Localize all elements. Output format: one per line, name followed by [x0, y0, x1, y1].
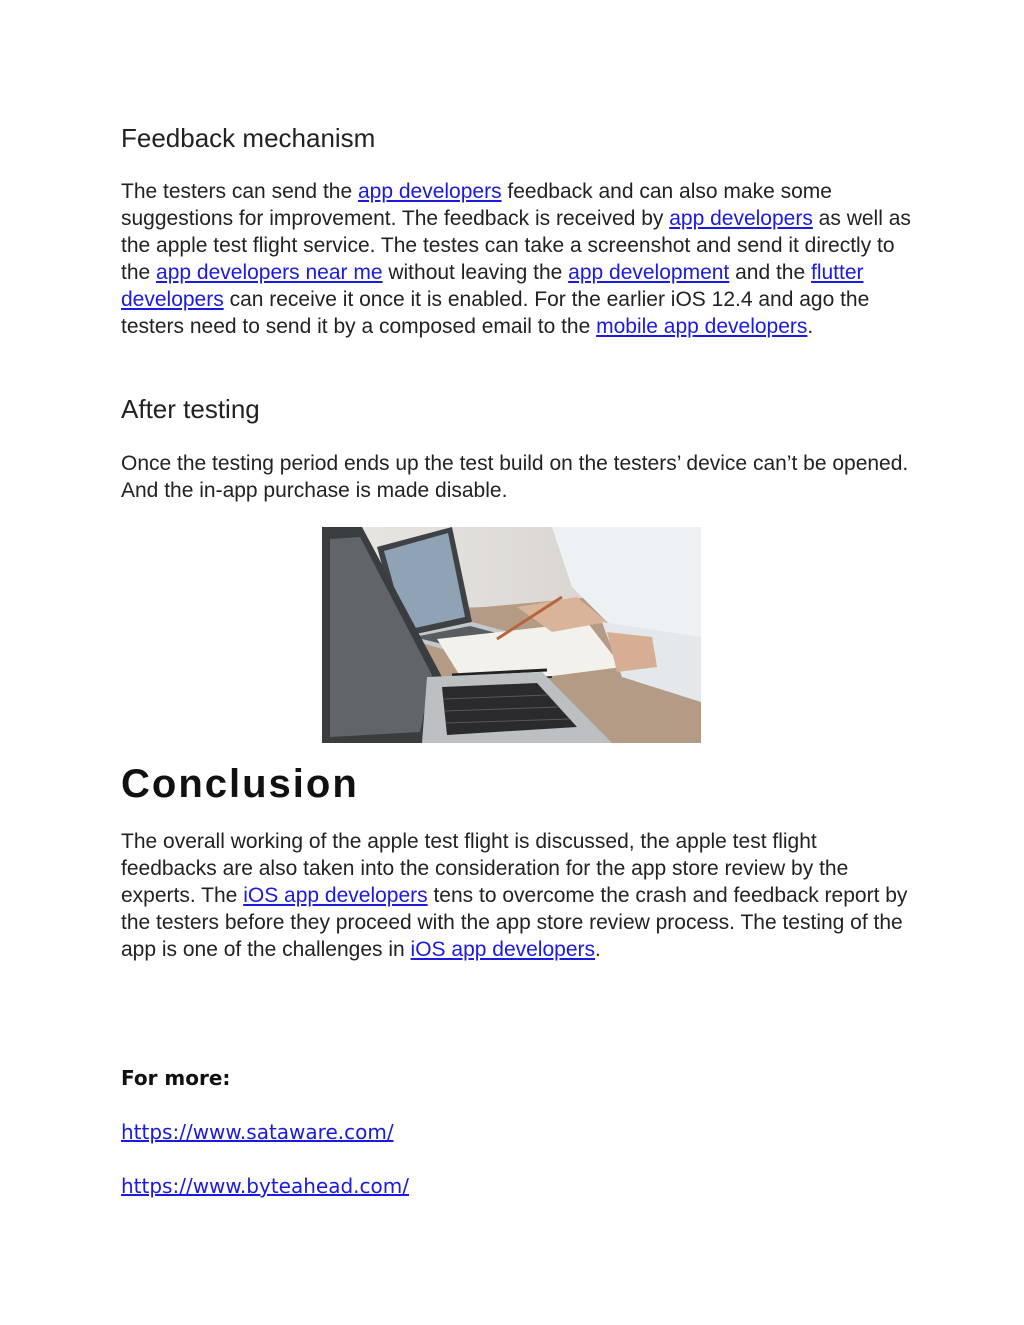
link-ios-app-developers-2[interactable]: iOS app developers: [410, 938, 595, 961]
link-flutter-developers[interactable]: flutter developers: [121, 261, 864, 311]
section-heading-after-testing: After testing: [121, 394, 260, 424]
text-run: without leaving the: [382, 261, 569, 284]
text-run: .: [807, 315, 814, 338]
link-app-developers-2[interactable]: app developers: [669, 207, 813, 230]
photo-illustration: [322, 527, 701, 743]
after-testing-paragraph: Once the testing period ends up the test build on the testers’ device can’t be opened. And the in-app purchase is made disable.: [121, 452, 909, 502]
text-run: as well as the apple test flight service. The testes can take a screenshot and send it directly to the: [121, 207, 911, 284]
text-run: and the: [729, 261, 811, 284]
link-mobile-app-developers[interactable]: mobile app developers: [596, 315, 808, 338]
link-ios-app-developers[interactable]: iOS app developers: [243, 884, 428, 907]
laptops-meeting-photo: [322, 527, 701, 743]
link-app-developers[interactable]: app developers: [357, 180, 502, 203]
feedback-paragraph: [121, 178, 911, 340]
link-app-developers-near-me[interactable]: app developers near me: [156, 261, 383, 284]
link-byteahead[interactable]: https://www.byteahead.com/: [121, 1174, 409, 1198]
link-sataware[interactable]: https://www.sataware.com/: [121, 1120, 394, 1144]
text-run: The testers can send the: [121, 180, 358, 203]
text-run: The overall working of the apple test flight is discussed, the apple test flight feedbacks are also taken into the consideration for the app store review by the experts. The: [121, 830, 849, 907]
text-run: can receive it once it is enabled. For the earlier iOS 12.4 and ago the testers need to send it by a composed email to the: [121, 288, 870, 338]
text-run: .: [595, 938, 601, 961]
text-run: tens to overcome the crash and feedback report by the testers before they proceed with the app store review process. The testing of the app is one of the challenges in: [121, 884, 908, 961]
text-run: feedback and can also make some suggestions for improvement. The feedback is received by: [121, 180, 832, 230]
conclusion-paragraph: [121, 828, 911, 963]
for-more-label: For more:: [121, 1066, 231, 1090]
conclusion-heading: Conclusion: [121, 762, 359, 806]
section-heading-feedback: Feedback mechanism: [121, 123, 376, 153]
link-app-development[interactable]: app development: [568, 261, 730, 284]
